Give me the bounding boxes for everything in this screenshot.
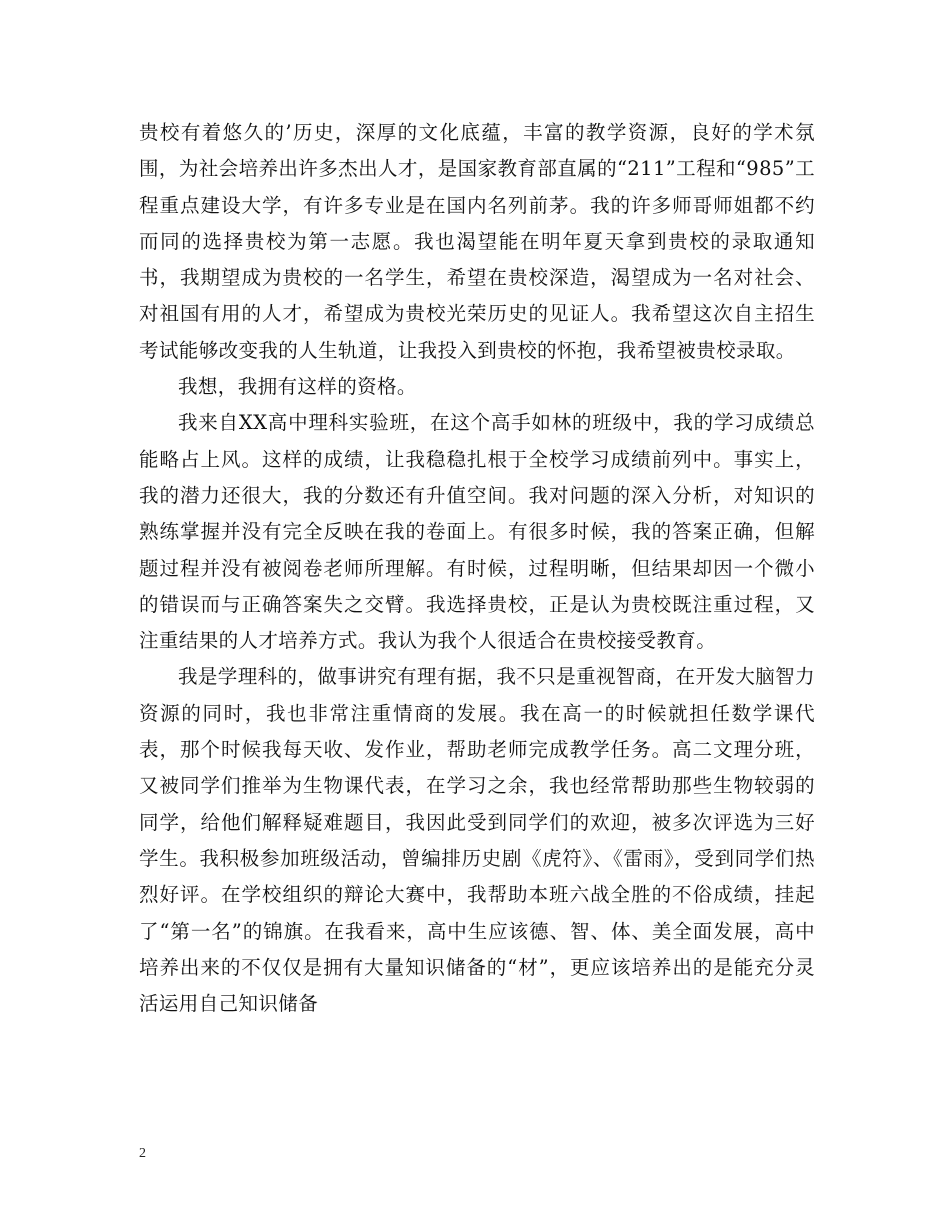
paragraph-4: 我是学理科的，做事讲究有理有据，我不只是重视智商，在开发大脑智力资源的同时，我也非常注重情商的发展。我在高一的时候就担任数学课代表，那个时候我每天收、发作业，帮助老师完成教学任务。高二文理分班，又被同学们推举为生物课代表，在学习之余，我也经常帮助那些生物较弱的同学，给他们解释疑难题目，我因此受到同学们的欢迎，被多次评选为三好学生。我积极参加班级活动，曾编排历史剧《虎符》、《雷雨》，受到同学们热烈好评。在学校组织的辩论大赛中，我帮助本班六战全胜的不俗成绩，挂起了“第一名”的锦旗。在我看来，高中生应该德、智、体、美全面发展，高中培养出来的不仅仅是拥有大量知识储备的“材”，更应该培养出的是能充分灵活运用自己知识储备 [139, 665, 815, 1016]
paragraph-3: 我来自XX高中理科实验班，在这个高手如林的班级中，我的学习成绩总能略占上风。这样的成绩，让我稳稳扎根于全校学习成绩前列中。事实上，我的潜力还很大，我的分数还有升值空间。我对问题的深入分析，对知识的熟练掌握并没有完全反映在我的卷面上。有很多时候，我的答案正确，但解题过程并没有被阅卷老师所理解。有时候，过程明晰，但结果却因一个微小的错误而与正确答案失之交臂。我选择贵校，正是认为贵校既注重过程，又注重结果的人才培养方式。我认为我个人很适合在贵校接受教育。 [139, 411, 815, 653]
paragraph-1: 贵校有着悠久的’历史，深厚的文化底蕴，丰富的教学资源，良好的学术氛围，为社会培养出许多杰出人才，是国家教育部直属的“211”工程和“985”工程重点建设大学，有许多专业是在国内名列前茅。我的许多师哥师姐都不约而同的选择贵校为第一志愿。我也渴望能在明年夏天拿到贵校的录取通知书，我期望成为贵校的一名学生，希望在贵校深造，渴望成为一名对社会、对祖国有用的人才，希望成为贵校光荣历史的见证人。我希望这次自主招生考试能够改变我的人生轨道，让我投入到贵校的怀抱，我希望被贵校录取。 [139, 121, 815, 362]
page-number: 2 [139, 1146, 146, 1161]
document-body [139, 115, 815, 1022]
paragraph-2: 我想，我拥有这样的资格。 [178, 375, 417, 399]
